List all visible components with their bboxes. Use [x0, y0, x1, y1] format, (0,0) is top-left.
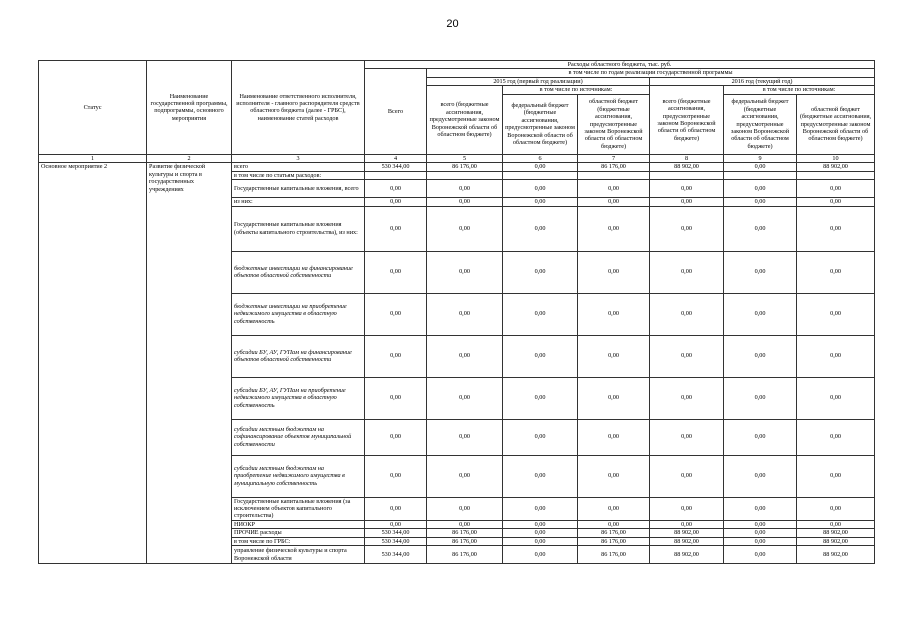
- row-label: субсидии местным бюджетам на софинансирование объектов муниципальной собственности: [232, 419, 365, 455]
- header-col8: всего (бюджетные ассигнования, предусмотренные законом Воронежской области об областном бюджете): [650, 86, 724, 154]
- col-number: 2: [147, 154, 232, 162]
- value-cell: 0,00: [578, 335, 650, 377]
- value-cell: 0,00: [650, 419, 724, 455]
- value-cell: 0,00: [578, 180, 650, 198]
- value-cell: 0,00: [797, 198, 875, 206]
- col-number: 5: [427, 154, 503, 162]
- header-program-name: Наименование государственной программы, подпрограммы, основного мероприятия: [147, 61, 232, 155]
- value-cell: 0,00: [650, 520, 724, 528]
- value-cell: 0,00: [503, 497, 578, 520]
- row-label: бюджетные инвестиции на финансирование объектов областной собственности: [232, 251, 365, 293]
- header-col10: областной бюджет (бюджетные ассигнования, предусмотренные законом Воронежской области об областном бюджете): [797, 94, 875, 154]
- value-cell: 86 176,00: [427, 529, 503, 537]
- header-sources-2015: в том числе по источникам:: [503, 86, 650, 94]
- col-number: 8: [650, 154, 724, 162]
- value-cell: 0,00: [650, 293, 724, 335]
- value-cell: 0,00: [503, 335, 578, 377]
- header-status: Статус: [39, 61, 147, 155]
- value-cell: 0,00: [503, 520, 578, 528]
- header-executor: Наименование ответственного исполнителя, исполнителя - главного распорядителя средств областного бюджета (далее - ГРБС), наименование статей расходов: [232, 61, 365, 155]
- value-cell: 0,00: [650, 251, 724, 293]
- value-cell: 0,00: [365, 206, 427, 251]
- value-cell: [427, 171, 503, 179]
- value-cell: 0,00: [578, 520, 650, 528]
- value-cell: 86 176,00: [578, 163, 650, 171]
- value-cell: 88 902,00: [797, 163, 875, 171]
- value-cell: 0,00: [578, 206, 650, 251]
- value-cell: 0,00: [724, 497, 797, 520]
- value-cell: 0,00: [365, 520, 427, 528]
- value-cell: 0,00: [724, 520, 797, 528]
- header-col5: всего (бюджетные ассигнования, предусмотренные законом Воронежской области об областном бюджете): [427, 86, 503, 154]
- value-cell: 0,00: [797, 251, 875, 293]
- value-cell: 0,00: [365, 293, 427, 335]
- row-label: ПРОЧИЕ расходы: [232, 529, 365, 537]
- row-label: в том числе по статьям расходов:: [232, 171, 365, 179]
- col-number: 3: [232, 154, 365, 162]
- value-cell: 0,00: [650, 497, 724, 520]
- row-label: в том числе по ГРБС:: [232, 537, 365, 545]
- value-cell: 0,00: [503, 206, 578, 251]
- value-cell: 0,00: [427, 206, 503, 251]
- value-cell: [578, 171, 650, 179]
- header-expenses: Расходы областного бюджета, тыс. руб.: [365, 61, 875, 69]
- value-cell: 0,00: [503, 251, 578, 293]
- table-row: [39, 163, 875, 171]
- value-cell: 0,00: [724, 163, 797, 171]
- value-cell: 0,00: [724, 537, 797, 545]
- col-number: 1: [39, 154, 147, 162]
- value-cell: 86 176,00: [427, 163, 503, 171]
- row-label: бюджетные инвестиции на приобретение недвижимого имущества в областную собственность: [232, 293, 365, 335]
- value-cell: 0,00: [797, 455, 875, 497]
- row-label: Государственные капитальные вложения (за исключением объектов капитального строительства): [232, 497, 365, 520]
- value-cell: [503, 171, 578, 179]
- value-cell: 0,00: [578, 419, 650, 455]
- value-cell: 530 344,00: [365, 546, 427, 564]
- value-cell: [724, 171, 797, 179]
- value-cell: 0,00: [427, 520, 503, 528]
- value-cell: 86 176,00: [578, 529, 650, 537]
- value-cell: 0,00: [724, 419, 797, 455]
- value-cell: 0,00: [503, 293, 578, 335]
- value-cell: 0,00: [578, 377, 650, 419]
- value-cell: 0,00: [365, 180, 427, 198]
- value-cell: 0,00: [578, 251, 650, 293]
- value-cell: 0,00: [797, 206, 875, 251]
- value-cell: 0,00: [503, 529, 578, 537]
- value-cell: 530 344,00: [365, 529, 427, 537]
- row-label: субсидии БУ, АУ, ГУПам на финансирование объектов областной собственности: [232, 335, 365, 377]
- value-cell: 0,00: [724, 377, 797, 419]
- value-cell: 0,00: [365, 419, 427, 455]
- header-col9: федеральный бюджет (бюджетные ассигнования, предусмотренные законом Воронежской области об областном бюджете): [724, 94, 797, 154]
- header-col6: федеральный бюджет (бюджетные ассигнования, предусмотренные законом Воронежской области об областном бюджете): [503, 94, 578, 154]
- value-cell: 0,00: [797, 293, 875, 335]
- value-cell: 0,00: [797, 419, 875, 455]
- value-cell: 0,00: [797, 377, 875, 419]
- value-cell: 0,00: [650, 335, 724, 377]
- value-cell: 0,00: [503, 455, 578, 497]
- page-number: 20: [446, 18, 459, 30]
- col-number: 6: [503, 154, 578, 162]
- header-year-2015: 2015 год (первый год реализации): [427, 77, 650, 85]
- row-label: НИОКР: [232, 520, 365, 528]
- col-number: 10: [797, 154, 875, 162]
- value-cell: 88 902,00: [797, 537, 875, 545]
- value-cell: 0,00: [650, 206, 724, 251]
- row-label: из них:: [232, 198, 365, 206]
- row-label: всего: [232, 163, 365, 171]
- value-cell: 88 902,00: [650, 546, 724, 564]
- value-cell: 0,00: [578, 455, 650, 497]
- program-name-cell: Развитие физической культуры и спорта в государственных учреждениях: [147, 163, 232, 564]
- value-cell: 0,00: [503, 377, 578, 419]
- value-cell: 0,00: [365, 335, 427, 377]
- value-cell: 88 902,00: [650, 163, 724, 171]
- row-label: Государственные капитальные вложения (объекты капитального строительства), из них:: [232, 206, 365, 251]
- value-cell: 0,00: [797, 180, 875, 198]
- value-cell: 88 902,00: [650, 529, 724, 537]
- value-cell: 0,00: [427, 293, 503, 335]
- value-cell: 0,00: [427, 180, 503, 198]
- value-cell: 0,00: [503, 546, 578, 564]
- header-col7: областной бюджет (бюджетные ассигнования, предусмотренные законом Воронежской области об областном бюджете): [578, 94, 650, 154]
- value-cell: 0,00: [427, 198, 503, 206]
- value-cell: 0,00: [724, 529, 797, 537]
- value-cell: 88 902,00: [650, 537, 724, 545]
- value-cell: 530 344,00: [365, 163, 427, 171]
- value-cell: 0,00: [650, 455, 724, 497]
- value-cell: 0,00: [365, 251, 427, 293]
- value-cell: 0,00: [365, 198, 427, 206]
- value-cell: 0,00: [578, 293, 650, 335]
- value-cell: 0,00: [797, 520, 875, 528]
- value-cell: 0,00: [427, 335, 503, 377]
- col-number: 7: [578, 154, 650, 162]
- value-cell: 86 176,00: [578, 537, 650, 545]
- value-cell: [797, 171, 875, 179]
- col-number: 4: [365, 154, 427, 162]
- value-cell: 86 176,00: [427, 546, 503, 564]
- value-cell: 0,00: [503, 180, 578, 198]
- value-cell: 86 176,00: [578, 546, 650, 564]
- status-cell: Основное мероприятие 2: [39, 163, 147, 564]
- value-cell: 88 902,00: [797, 529, 875, 537]
- header-year-2016: 2016 год (текущий год): [650, 77, 875, 85]
- value-cell: 0,00: [724, 251, 797, 293]
- header-sources-2016: в том числе по источникам:: [724, 86, 875, 94]
- col-number: 9: [724, 154, 797, 162]
- value-cell: 0,00: [365, 497, 427, 520]
- value-cell: 0,00: [503, 198, 578, 206]
- row-label: управление физической культуры и спорта Воронежской области: [232, 546, 365, 564]
- value-cell: 0,00: [578, 497, 650, 520]
- value-cell: 0,00: [724, 198, 797, 206]
- value-cell: 0,00: [503, 537, 578, 545]
- value-cell: 0,00: [724, 335, 797, 377]
- value-cell: 0,00: [724, 180, 797, 198]
- value-cell: 0,00: [650, 198, 724, 206]
- value-cell: 88 902,00: [797, 546, 875, 564]
- value-cell: 86 176,00: [427, 537, 503, 545]
- header-by-years: в том числе по годам реализации государственной программы: [427, 69, 875, 77]
- value-cell: 0,00: [427, 377, 503, 419]
- table-body: [39, 163, 875, 564]
- value-cell: 0,00: [365, 377, 427, 419]
- value-cell: [650, 171, 724, 179]
- value-cell: 0,00: [578, 198, 650, 206]
- budget-table: [38, 60, 875, 564]
- value-cell: 0,00: [427, 419, 503, 455]
- value-cell: 0,00: [724, 455, 797, 497]
- value-cell: 530 344,00: [365, 537, 427, 545]
- value-cell: 0,00: [650, 180, 724, 198]
- value-cell: 0,00: [427, 497, 503, 520]
- value-cell: 0,00: [427, 455, 503, 497]
- value-cell: 0,00: [797, 497, 875, 520]
- value-cell: 0,00: [503, 419, 578, 455]
- value-cell: [365, 171, 427, 179]
- value-cell: 0,00: [797, 335, 875, 377]
- header-total: Всего: [365, 69, 427, 154]
- value-cell: 0,00: [427, 251, 503, 293]
- value-cell: 0,00: [724, 206, 797, 251]
- value-cell: 0,00: [503, 163, 578, 171]
- value-cell: 0,00: [365, 455, 427, 497]
- row-label: субсидии БУ, АУ, ГУПам на приобретение недвижимого имущества в областную собственность: [232, 377, 365, 419]
- row-label: Государственные капитальные вложения, всего: [232, 180, 365, 198]
- value-cell: 0,00: [724, 546, 797, 564]
- row-label: субсидии местным бюджетам на приобретение недвижимого имущества в муниципальную собственность: [232, 455, 365, 497]
- value-cell: 0,00: [724, 293, 797, 335]
- value-cell: 0,00: [650, 377, 724, 419]
